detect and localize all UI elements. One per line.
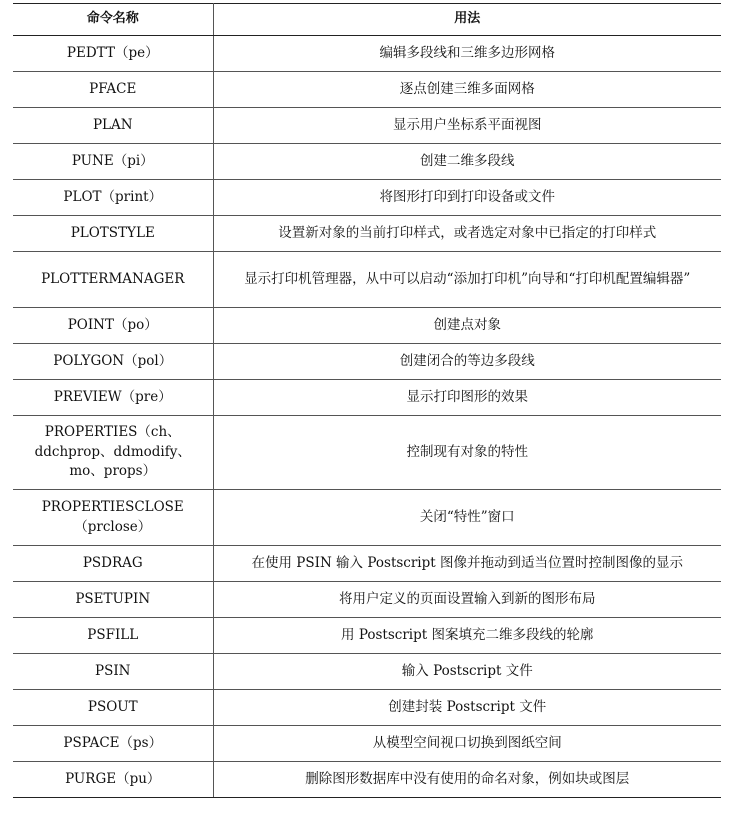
command-usage: 创建点对象: [213, 308, 721, 344]
command-name: PSETUPIN: [13, 582, 213, 618]
table-row: [13, 726, 721, 762]
table-row: [13, 582, 721, 618]
command-usage: 在使用 PSIN 输入 Postscript 图像并拖动到适当位置时控制图像的显示: [213, 546, 721, 582]
table-row: [13, 416, 721, 490]
command-usage: 编辑多段线和三维多边形网格: [213, 36, 721, 72]
command-usage: 显示打印机管理器，从中可以启动“添加打印机”向导和“打印机配置编辑器”: [213, 252, 721, 308]
command-name: PREVIEW（pre）: [13, 380, 213, 416]
command-usage: 将用户定义的页面设置输入到新的图形布局: [213, 582, 721, 618]
command-name: PSIN: [13, 654, 213, 690]
command-usage: 用 Postscript 图案填充二维多段线的轮廓: [213, 618, 721, 654]
command-table: [13, 3, 721, 798]
command-name: PURGE（pu）: [13, 762, 213, 798]
command-usage: 创建封装 Postscript 文件: [213, 690, 721, 726]
table-row: [13, 490, 721, 546]
table-row: [13, 308, 721, 344]
command-name: PSPACE（ps）: [13, 726, 213, 762]
command-name: POINT（po）: [13, 308, 213, 344]
command-usage: 从模型空间视口切换到图纸空间: [213, 726, 721, 762]
table-header-row: [13, 4, 721, 36]
command-name: PLAN: [13, 108, 213, 144]
table-row: [13, 654, 721, 690]
command-name: PLOTTERMANAGER: [13, 252, 213, 308]
command-name: POLYGON（pol）: [13, 344, 213, 380]
command-usage: 控制现有对象的特性: [213, 416, 721, 490]
command-usage: 将图形打印到打印设备或文件: [213, 180, 721, 216]
table-row: [13, 690, 721, 726]
command-usage: 设置新对象的当前打印样式，或者选定对象中已指定的打印样式: [213, 216, 721, 252]
header-usage: 用法: [213, 4, 721, 36]
command-name: PUNE（pi）: [13, 144, 213, 180]
table-row: [13, 344, 721, 380]
table-row: [13, 618, 721, 654]
table-row: [13, 180, 721, 216]
table-row: [13, 546, 721, 582]
command-name: PROPERTIESCLOSE（prclose）: [13, 490, 213, 546]
command-name: PEDTT（pe）: [13, 36, 213, 72]
header-command-name: 命令名称: [13, 4, 213, 36]
command-name: PFACE: [13, 72, 213, 108]
table-row: [13, 252, 721, 308]
command-name: PLOT（print）: [13, 180, 213, 216]
command-usage: 显示打印图形的效果: [213, 380, 721, 416]
command-usage: 输入 Postscript 文件: [213, 654, 721, 690]
command-name: PROPERTIES（ch、ddchprop、ddmodify、mo、props）: [13, 416, 213, 490]
table-row: [13, 108, 721, 144]
table-row: [13, 762, 721, 798]
command-name: PSDRAG: [13, 546, 213, 582]
command-name: PSOUT: [13, 690, 213, 726]
command-usage: 创建闭合的等边多段线: [213, 344, 721, 380]
command-usage: 创建二维多段线: [213, 144, 721, 180]
table-row: [13, 36, 721, 72]
command-name: PSFILL: [13, 618, 213, 654]
table-row: [13, 216, 721, 252]
command-name: PLOTSTYLE: [13, 216, 213, 252]
command-usage: 逐点创建三维多面网格: [213, 72, 721, 108]
command-usage: 删除图形数据库中没有使用的命名对象，例如块或图层: [213, 762, 721, 798]
table-row: [13, 72, 721, 108]
command-usage: 关闭“特性”窗口: [213, 490, 721, 546]
table-row: [13, 144, 721, 180]
table-row: [13, 380, 721, 416]
command-usage: 显示用户坐标系平面视图: [213, 108, 721, 144]
